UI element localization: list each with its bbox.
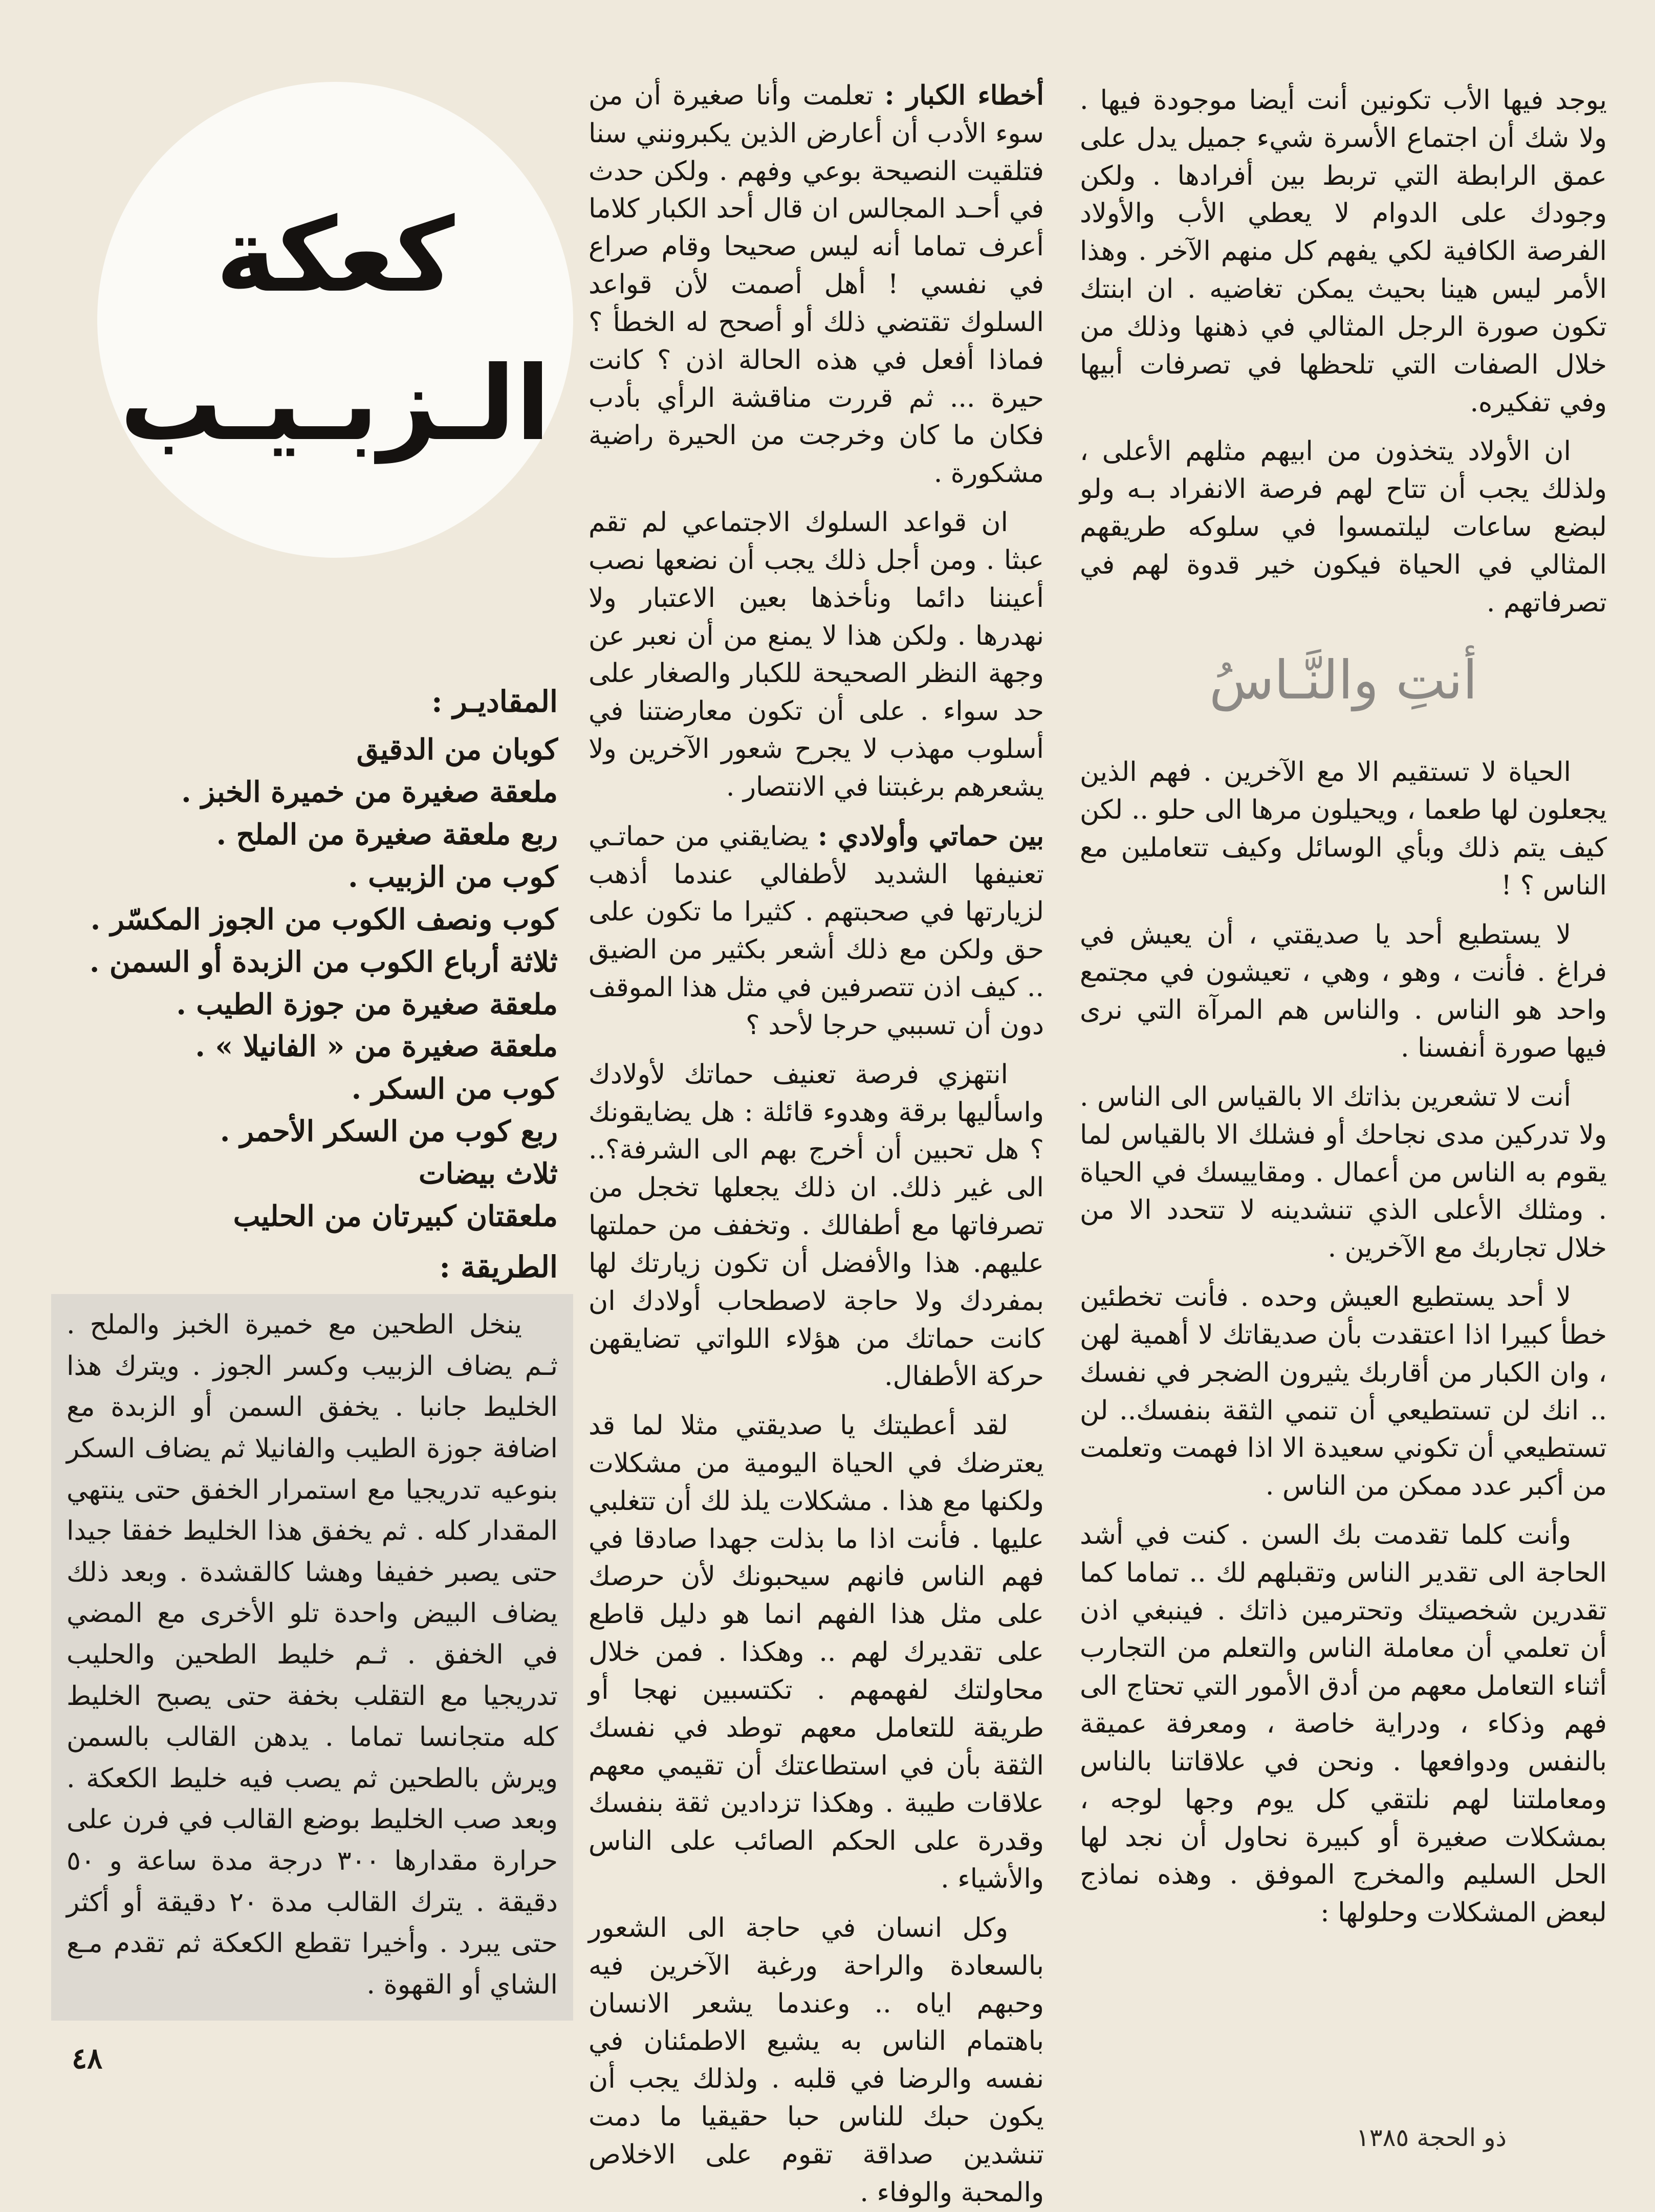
- paragraph: أنت لا تشعرين بذاتك الا بالقياس الى الناس . ولا تدركين مدى نجاحك أو فشلك الا بالقياس لما يقوم به الناس من أعمال . ومقاييسك في الحياة . ومثلك الأعلى الذي تنشدينه لا تتحدد الا من خلال تجاربك مع الآخرين .: [1080, 1081, 1607, 1264]
- paragraph: لا يستطيع أحد يا صديقتي ، أن يعيش في فراغ . فأنت ، وهو ، وهي ، تعيشون في مجتمع واحد هو الناس . والناس هم المرآة التي نرى فيها صورة أنفسنا .: [1080, 919, 1607, 1064]
- paragraph: [589, 77, 1044, 493]
- recipe-title-circle: [97, 82, 573, 558]
- paragraph: [589, 818, 1044, 1045]
- paragraph: ان الأولاد يتخذون من ابيهم مثلهم الأعلى ، ولذلك يجب أن تتاح لهم فرصة الانفراد بـه ولو لبضع ساعات ليلتمسوا في سلوكه طريقهم المثالي في الحياة فيكون خير قدوة لهم في تصرفاتهم .: [1080, 436, 1607, 618]
- paragraph-text: يضايقني من حماتـي تعنيفها الشديد لأطفالي عندما أذهب لزيارتها في صحبتهم . كثيرا ما تكون على حق ولكن مع ذلك أشعر بكثير من الضيق .. كيف اذن تتصرفين في مثل هذا الموقف دون أن تسببي حرجا لأحد ؟: [589, 821, 1044, 1041]
- issue-date: ذو الحجة ١٣٨٥: [1356, 2123, 1507, 2152]
- paragraph: الحياة لا تستقيم الا مع الآخرين . فهم الذين يجعلون لها طعما ، ويحيلون مرها الى حلو .. لكن كيف يتم ذلك وبأي الوسائل وكيف تتعاملين مع الناس ؟ !: [1080, 757, 1607, 901]
- paragraph-lead: أخطاء الكبار :: [884, 80, 1044, 111]
- ingredient-item: ربع كوب من السكر الأحمر .: [220, 1114, 558, 1149]
- paragraph-lead: بين حماتي وأولادي :: [818, 820, 1044, 852]
- ingredient-item: كوب ونصف الكوب من الجوز المكسّر .: [90, 902, 558, 936]
- paragraph: يوجد فيها الأب تكونين أنت أيضا موجودة فيها . ولا شك أن اجتماع الأسرة شيء جميل يدل على عمق الرابطة التي تربط بين أفرادها . ولكن وجودك على الدوام لا يعطي الأب والأولاد الفرصة الكافية لكي يفهم كل منهم الآخر . وهذا الأمر ليس هينا بحيث يمكن تغاضيه . ان ابنتك تكون صورة الرجل المثالي في ذهنها وذلك من خلال الصفات التي تلحظها في تصرفات أبيها وفي تفكيره.: [1080, 85, 1607, 418]
- right-column: [1080, 82, 1607, 2088]
- ingredient-item: ملعقة صغيرة من جوزة الطيب .: [176, 987, 558, 1021]
- ingredient-item: ثلاث بيضات: [418, 1157, 558, 1191]
- ingredients-heading: المقاديـر :: [431, 684, 558, 719]
- ingredient-item: كوبان من الدقيق: [356, 733, 558, 767]
- ingredient-item: ملعقة صغيرة من خميرة الخبز .: [181, 775, 558, 809]
- method-heading: الطريقة :: [439, 1249, 558, 1284]
- ingredient-item: ثلاثة أرباع الكوب من الزبدة أو السمن .: [89, 945, 558, 979]
- ingredient-item: ربع ملعقة صغيرة من الملح .: [216, 818, 558, 852]
- ingredient-item: ملعقة صغيرة من « الفانيلا » .: [195, 1030, 558, 1064]
- ingredient-item: كوب من السكر .: [351, 1072, 558, 1106]
- middle-column: [589, 77, 1044, 2208]
- method-text: ينخل الطحين مع خميرة الخبز والملح . ثـم يضاف الزبيب وكسر الجوز . ويترك هذا الخليط جانبا . يخفق السمن أو الزبدة مع اضافة جوزة الطيب والفانيلا ثم يضاف السكر بنوعيه تدريجيا مع استمرار الخفق حتى ينتهي المقدار كله . ثم يخفق هذا الخليط خفقا جيدا حتى يصبر خفيفا وهشا كالقشدة . وبعد ذلك يضاف البيض واحدة تلو الأخرى مع المضي في الخفق . ثـم خليط الطحين والحليب تدريجيا مع التقلب بخفة حتى يصبح الخليط كله متجانسا تماما . يدهن القالب بالسمن ويرش بالطحين ثم يصب فيه خليط الكعكة . وبعد صب الخليط بوضع القالب في فرن على حرارة مقدارها ٣٠٠ درجة مدة ساعة و ٥٠ دقيقة . يترك القالب مدة ٢٠ دقيقة أو أكثر حتى يبرد . وأخيرا تقطع الكعكة ثم تقدم مـع الشاي أو القهوة .: [51, 1294, 573, 2021]
- paragraph: ان قواعد السلوك الاجتماعي لم تقم عبثا . ومن أجل ذلك يجب أن نضعها نصب أعيننا دائما ونأخذها بعين الاعتبار ولا نهدرها . ولكن هذا لا يمنع من أن نعبر عن وجهة النظر الصحيحة للكبار والصغار على حد سواء . على أن تكون معارضتنا في أسلوب مهذب لا يجرح شعور الآخرين ولا يشعرهم برغبتنا في الانتصار .: [589, 507, 1044, 802]
- recipe-title-line-2: الـزبـيـب: [120, 344, 551, 464]
- paragraph: وكل انسان في حاجة الى الشعور بالسعادة والراحة ورغبة الآخرين فيه وحبهم اياه .. وعندما يشعر الانسان باهتمام الناس به يشيع الاطمئنان في نفسه والرضا في قلبه . ولذلك يجب أن يكون حبك للناس حبا حقيقيا ما دمت تنشدين صداقة تقوم على الاخلاص والمحبة والوفاء .: [589, 1912, 1044, 2208]
- paragraph: انتهزي فرصة تعنيف حماتك لأولادك واسأليها برقة وهدوء قائلة : هل يضايقونك ؟ هل تحبين أن أخرج بهم الى الشرفة؟.. الى غير ذلك. ان ذلك يجعلها تخجل من تصرفاتها مع أطفالك . وتخفف من حملتها عليهم. هذا والأفضل أن تكون زيارتك لها بمفردك ولا حاجة لاصطحاب أولادك ان كانت حماتك من هؤلاء اللواتي تضايقهن حركة الأطفال.: [589, 1059, 1044, 1392]
- ingredients-list: [67, 729, 558, 1238]
- ingredient-item: ملعقتان كبيرتان من الحليب: [233, 1199, 558, 1233]
- recipe-column: [67, 681, 558, 2072]
- recipe-title-line-1: كعكة: [215, 196, 455, 315]
- paragraph: لقد أعطيتك يا صديقتي مثلا لما قد يعترضك في الحياة اليومية من مشكلات ولكنها مع هذا . مشكلات يلذ لك أن تتغلبي عليها . فأنت اذا ما بذلت جهدا صادقا في فهم الناس فانهم سيحبونك لأن حرصك على مثل هذا الفهم انما هو دليل قاطع على تقديرك لهم .. وهكذا . فمن خلال محاولتك لفهمهم . تكتسبين نهجا أو طريقة للتعامل معهم توطد في نفسك الثقة بأن في استطاعتك أن تقيمي معهم علاقات طيبة . وهكذا تزدادين ثقة بنفسك وقدرة على الحكم الصائب على الناس والأشياء .: [589, 1410, 1044, 1895]
- paragraph-text: تعلمت وأنا صغيرة أن من سوء الأدب أن أعارض الذين يكبرونني سنا فتلقيت النصيحة بوعي وفهم . ولكن حدث في أحـد المجالس ان قال أحد الكبار كلاما أعرف تماما أنه ليس صحيحا وقام صراع في نفسي ! أهل أصمت لأن قواعد السلوك تقتضي ذلك أو أصحح له الخطأ ؟ فماذا أفعل في هذه الحالة اذن ؟ كانت حيرة ... ثم قررت مناقشة الرأي بأدب فكان ما كان وخرجت من الحيرة راضية مشكورة .: [589, 80, 1044, 489]
- page-number: ٤٨: [72, 2042, 103, 2075]
- ingredient-item: كوب من الزبيب .: [348, 860, 558, 894]
- method-box: [51, 1294, 573, 2021]
- paragraph: لا أحد يستطيع العيش وحده . فأنت تخطئين خطأ كبيرا اذا اعتقدت بأن صديقاتك لا أهمية لهن ، وان الكبار من أقاربك يثيرون الضجر في نفسك .. انك لن تستطيعي أن تنمي الثقة بنفسك.. لن تستطيعي أن تكوني سعيدة الا اذا فهمت وتعلمت من أكبر عدد ممكن من الناس .: [1080, 1282, 1607, 1502]
- section-heading: أنتِ والنَّـاسُ: [1209, 648, 1478, 711]
- paragraph: وأنت كلما تقدمت بك السن . كنت في أشد الحاجة الى تقدير الناس وتقبلهم لك .. تماما كما تقدرين شخصيتك وتحترمين ذاتك . فينبغي اذن أن تعلمي أن معاملة الناس والتعلم من التجارب أثناء التعامل معهم من أدق الأمور التي تحتاج الى فهم وذكاء ، ودراية خاصة ، ومعرفة عميقة بالنفس ودوافعها . ونحن في علاقاتنا بالناس ومعاملتنا لهم نلتقي كل يوم وجها لوجه ، بمشكلات صغيرة أو كبيرة نحاول أن نجد لها الحل السليم والمخرج الموفق . وهذه نماذج لبعض المشكلات وحلولها :: [1080, 1520, 1607, 1929]
